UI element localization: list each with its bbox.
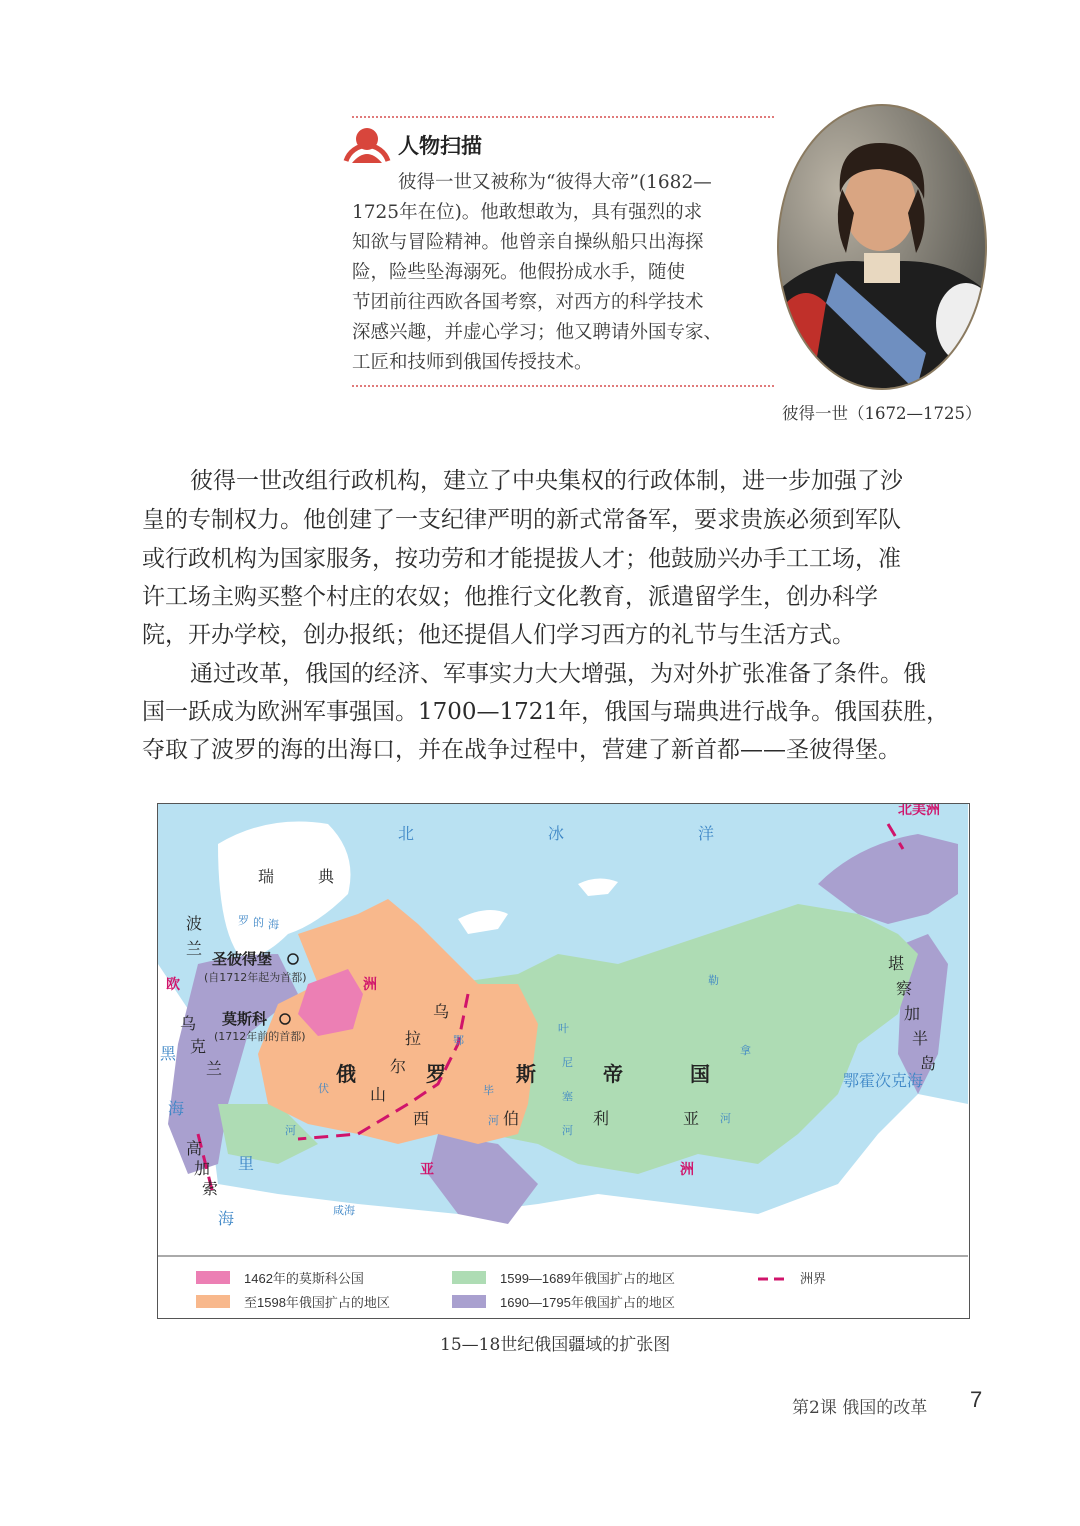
body-line: 通过改革，俄国的经济、军事实力大大增强，为对外扩张准备了条件。俄 — [190, 661, 926, 687]
label-river-2: 河 — [488, 1114, 499, 1127]
sidebar-line: 知欲与冒险精神。他曾亲自操纵船只出海探 — [352, 232, 704, 253]
label-caspian-1: 里 — [238, 1154, 255, 1173]
legend-label-1689: 1599—1689年俄国扩占的地区 — [500, 1271, 675, 1286]
label-sweden-1: 瑞 — [258, 867, 275, 886]
label-siberia-1: 西 — [413, 1109, 430, 1128]
label-poland-1: 波 — [186, 914, 203, 933]
label-arctic-2: 冰 — [548, 824, 565, 843]
label-river-4: 河 — [720, 1112, 731, 1125]
legend-label-1462: 1462年的莫斯科公国 — [244, 1271, 364, 1286]
label-siberia-3: 利 — [593, 1109, 610, 1128]
label-lena-2: 拿 — [740, 1044, 751, 1057]
map-svg — [158, 804, 968, 1317]
label-russian-empire-1: 俄 — [336, 1062, 356, 1086]
legend-swatch-1598 — [196, 1295, 230, 1308]
svg-text:的: 的 — [253, 916, 264, 929]
footer-lesson-title: 第2课 俄国的改革 — [792, 1398, 928, 1418]
page-number: 7 — [970, 1387, 983, 1412]
body-line: 彼得一世改组行政机构，建立了中央集权的行政体制，进一步加强了沙 — [190, 468, 903, 494]
label-yenisei-2: 尼 — [562, 1056, 573, 1069]
label-ob-1: 鄂 — [453, 1034, 464, 1047]
label-ukraine-3: 兰 — [206, 1059, 223, 1078]
label-okhotsk: 鄂霍次克海 — [843, 1071, 924, 1090]
label-ukraine-2: 克 — [190, 1037, 207, 1056]
sidebar-line: 工匠和技师到俄国传授技术。 — [352, 352, 593, 373]
label-yenisei-3: 塞 — [562, 1090, 573, 1103]
label-asia-zhou: 洲 — [680, 1162, 694, 1178]
legend-label-boundary: 洲界 — [800, 1271, 827, 1286]
label-asia-ya: 亚 — [420, 1162, 434, 1178]
legend-swatch-1689 — [452, 1271, 486, 1284]
label-russian-empire-3: 斯 — [516, 1062, 536, 1086]
label-kamchatka-2: 察 — [896, 979, 913, 998]
label-arctic-1: 北 — [398, 824, 415, 843]
label-russian-empire-4: 帝 — [603, 1062, 623, 1086]
map-caption: 15—18世纪俄国疆域的扩张图 — [440, 1335, 671, 1355]
sidebar-bottom-divider — [352, 385, 774, 387]
body-line: 国一跃成为欧洲军事强国。1700—1721年，俄国与瑞典进行战争。俄国获胜， — [142, 699, 950, 725]
legend-swatch-1462 — [196, 1271, 230, 1284]
label-yenisei-1: 叶 — [558, 1022, 569, 1035]
label-river-1: 河 — [285, 1124, 296, 1137]
russia-expansion-map — [157, 803, 970, 1319]
label-black-sea-2: 海 — [168, 1099, 185, 1118]
label-kamchatka-3: 加 — [904, 1004, 921, 1023]
legend-swatch-1795 — [452, 1295, 486, 1308]
portrait-caption: 彼得一世（1672—1725） — [782, 404, 982, 423]
label-ural-1: 乌 — [433, 1002, 450, 1021]
body-line: 许工场主购买整个村庄的农奴；他推行文化教育，派遣留学生，创办科学 — [142, 584, 878, 610]
body-line: 院，开办学校，创办报纸；他还提倡人们学习西方的礼节与生活方式。 — [142, 622, 855, 648]
label-russian-empire-2: 罗 — [426, 1062, 446, 1086]
label-volga: 伏 — [318, 1082, 329, 1095]
person-icon — [340, 121, 394, 167]
sidebar-top-divider — [352, 116, 774, 118]
label-st-petersburg-note: (自1712年起为首都) — [204, 971, 307, 984]
sidebar-line: 深感兴趣，并虚心学习；他又聘请外国专家、 — [352, 322, 723, 343]
label-north-america: 北美洲 — [898, 804, 940, 818]
body-line: 或行政机构为国家服务，按功劳和才能提拔人才；他鼓励兴办手工工场，准 — [142, 546, 901, 572]
label-sweden-2: 典 — [318, 867, 335, 886]
label-caucasus-2: 加 — [194, 1159, 211, 1178]
label-caucasus-3: 索 — [202, 1179, 219, 1198]
label-ural-4: 山 — [370, 1085, 387, 1104]
sidebar-line: 险，险些坠海溺死。他假扮成水手，随使 — [352, 262, 686, 283]
portrait-peter-the-great — [776, 103, 988, 391]
label-arctic-3: 洋 — [698, 824, 715, 843]
label-moscow: 莫斯科 — [222, 1010, 268, 1028]
svg-text:海: 海 — [268, 918, 279, 931]
legend-label-1795: 1690—1795年俄国扩占的地区 — [500, 1295, 675, 1310]
label-moscow-note: (1712年前的首都) — [214, 1030, 306, 1043]
body-line: 夺取了波罗的海的出海口，并在战争过程中，营建了新首都——圣彼得堡。 — [142, 737, 901, 763]
body-line: 皇的专制权力。他创建了一支纪律严明的新式常备军，要求贵族必须到军队 — [142, 507, 901, 533]
label-siberia-2: 伯 — [503, 1109, 520, 1128]
label-europe-ou: 欧 — [166, 977, 180, 993]
label-caspian-2: 海 — [218, 1209, 235, 1228]
label-lena-1: 勒 — [708, 974, 719, 987]
label-kamchatka-5: 岛 — [920, 1054, 937, 1073]
label-siberia-4: 亚 — [683, 1109, 700, 1128]
label-caucasus-1: 高 — [186, 1139, 203, 1158]
label-poland-2: 兰 — [186, 939, 203, 958]
label-baltic: 罗 — [238, 914, 249, 927]
label-kamchatka-4: 半 — [912, 1029, 929, 1048]
label-russian-empire-5: 国 — [690, 1062, 710, 1086]
label-europe-zhou: 洲 — [363, 977, 377, 993]
sidebar-line: 彼得一世又被称为“彼得大帝”(1682— — [398, 172, 712, 193]
label-ukraine-1: 乌 — [180, 1014, 197, 1033]
label-black-sea-1: 黑 — [160, 1044, 177, 1063]
label-ob-2: 毕 — [483, 1084, 494, 1097]
label-ural-3: 尔 — [390, 1057, 407, 1076]
legend-label-1598: 至1598年俄国扩占的地区 — [244, 1295, 390, 1310]
label-river-3: 河 — [562, 1124, 573, 1137]
sidebar-line: 节团前往西欧各国考察，对西方的科学技术 — [352, 292, 704, 313]
label-kamchatka-1: 堪 — [888, 954, 905, 973]
sidebar-line: 1725年在位)。他敢想敢为，具有强烈的求 — [352, 202, 703, 223]
label-ural-2: 拉 — [405, 1029, 422, 1048]
label-aral: 咸海 — [333, 1204, 355, 1217]
sidebar-title: 人物扫描 — [398, 134, 482, 158]
label-st-petersburg: 圣彼得堡 — [212, 950, 273, 968]
